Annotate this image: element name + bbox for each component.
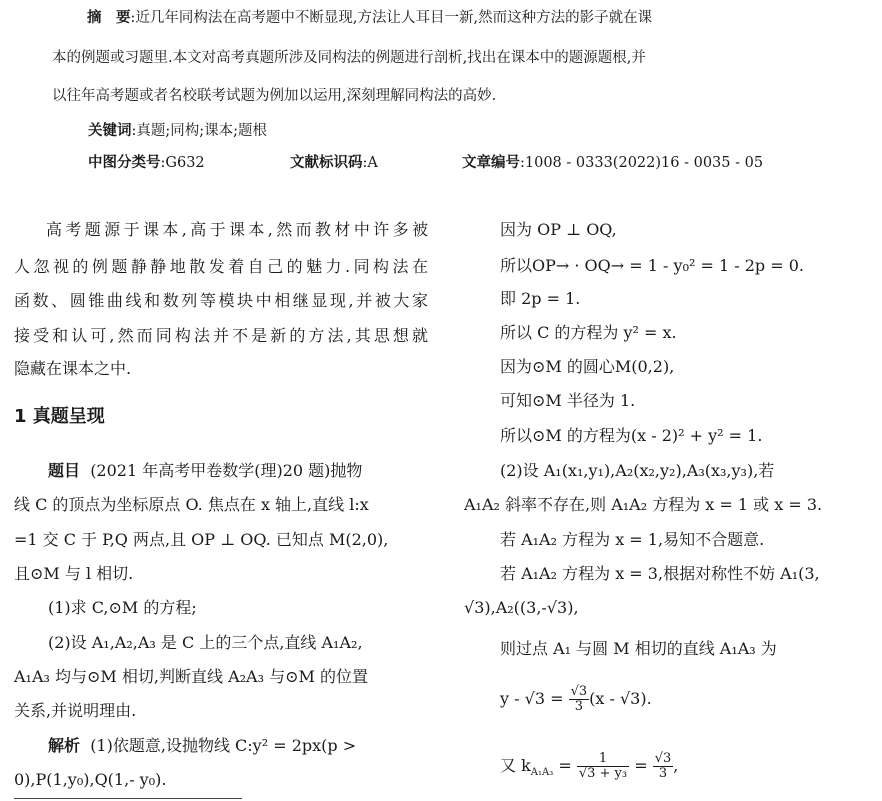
- problem-line-6: (2)设 A₁,A₂,A₃ 是 C 上的三个点,直线 A₁A₂,: [48, 633, 363, 652]
- problem-line-2: 线 C 的顶点为坐标原点 O. 焦点在 x 轴上,直线 l:x: [14, 495, 369, 514]
- solution-label: 解析: [48, 736, 81, 755]
- problem-line-7: A₁A₃ 均与⊙M 相切,判断直线 A₂A₃ 与⊙M 的位置: [14, 667, 368, 686]
- eq1-fraction: [569, 685, 590, 714]
- clc-label: 中图分类号: [88, 155, 161, 171]
- eq1-lhs: y - √3 =: [500, 689, 569, 708]
- intro-line-3: 函数、圆锥曲线和数列等模块中相继显现,并被大家: [14, 291, 428, 310]
- eq2-numerator-2: √3: [654, 751, 672, 766]
- keywords-text: :真题;同构;课本;题根: [131, 123, 268, 139]
- eq1-numerator: √3: [570, 684, 588, 699]
- keywords-line: [88, 121, 842, 142]
- equation-2: [500, 752, 678, 783]
- doc-value: :A: [362, 155, 378, 171]
- article-value: :1008 - 0333(2022)16 - 0035 - 05: [520, 155, 764, 171]
- right-line-10: 若 A₁A₂ 方程为 x = 1,易知不合题意.: [500, 530, 765, 549]
- right-line-6: 可知⊙M 半径为 1.: [500, 391, 636, 410]
- right-line-9: A₁A₂ 斜率不存在,则 A₁A₂ 方程为 x = 1 或 x = 3.: [464, 495, 823, 514]
- doc-label: 文献标识码: [290, 155, 363, 171]
- eq2-denominator-1: √3 + y₃: [578, 766, 628, 781]
- right-line-4: 所以 C 的方程为 y² = x.: [500, 323, 677, 342]
- abstract-text-3: 以往年高考题或者名校联考试题为例加以运用,深刻理解同构法的高妙.: [52, 88, 497, 104]
- intro-line-2: 人忽视的例题静静地散发着自己的魅力.同构法在: [14, 257, 428, 276]
- abstract-text-1: :近几年同构法在高考题中不断显现,方法让人耳目一新,然而这种方法的影子就在课: [130, 10, 653, 26]
- right-line-3: 即 2p = 1.: [500, 289, 581, 308]
- intro-line-5: 隐藏在课本之中.: [14, 359, 132, 378]
- problem-line-8: 关系,并说明理由.: [14, 701, 137, 720]
- problem-line-1: [48, 461, 362, 481]
- section-heading: 1 真题呈现: [14, 406, 105, 427]
- abstract-label: 摘 要: [87, 10, 131, 26]
- eq1-denominator: 3: [574, 699, 583, 714]
- solution-line-2: 0),P(1,y₀),Q(1,- y₀).: [14, 770, 167, 789]
- abstract-line-1: [87, 8, 842, 29]
- eq2-fraction-1: [577, 752, 629, 781]
- problem-label: 题目: [48, 461, 81, 480]
- solution-line-1: [48, 736, 356, 756]
- solution-text-1: (1)依题意,设抛物线 C:y² = 2px(p >: [90, 736, 357, 755]
- eq2-equals-2: =: [629, 756, 653, 775]
- eq1-rhs: (x - √3).: [589, 689, 652, 708]
- eq2-fraction-2: [653, 752, 674, 781]
- right-line-2: 所以OP→ · OQ→ = 1 - y₀² = 1 - 2p = 0.: [500, 256, 804, 275]
- right-line-12: √3),A₂((3,-√3),: [464, 598, 579, 617]
- eq2-tail: ,: [673, 756, 679, 775]
- eq2-equals-1: =: [553, 756, 577, 775]
- abstract-line-2: [52, 48, 842, 69]
- article-number-line: [462, 153, 842, 174]
- right-line-13: 则过点 A₁ 与圆 M 相切的直线 A₁A₃ 为: [500, 639, 777, 658]
- right-line-7: 所以⊙M 的方程为(x - 2)² + y² = 1.: [500, 426, 763, 445]
- article-label: 文章编号: [462, 155, 520, 171]
- problem-text-1: (2021 年高考甲卷数学(理)20 题)抛物: [90, 461, 363, 480]
- right-line-8: (2)设 A₁(x₁,y₁),A₂(x₂,y₂),A₃(x₃,y₃),若: [500, 461, 775, 480]
- problem-line-3: =1 交 C 于 P,Q 两点,且 OP ⊥ OQ. 已知点 M(2,0),: [14, 530, 389, 549]
- eq2-subscript: A₁A₃: [530, 767, 554, 779]
- eq2-numerator-1: 1: [577, 752, 629, 767]
- abstract-text-2: 本的例题或习题里.本文对高考真题所涉及同构法的例题进行剖析,找出在课本中的题源题根,并: [52, 50, 646, 66]
- equation-1: [500, 685, 652, 714]
- eq2-denominator-2: 3: [658, 766, 668, 781]
- right-line-11: 若 A₁A₂ 方程为 x = 3,根据对称性不妨 A₁(3,: [500, 564, 820, 583]
- right-line-5: 因为⊙M 的圆心M(0,2),: [500, 357, 675, 376]
- right-line-1: 因为 OP ⊥ OQ,: [500, 220, 617, 239]
- keywords-label: 关键词: [88, 123, 132, 139]
- clc-value: :G632: [160, 155, 205, 171]
- eq2-prefix: 又 k: [500, 756, 531, 775]
- problem-line-5: (1)求 C,⊙M 的方程;: [48, 598, 197, 617]
- problem-line-4: 且⊙M 与 l 相切.: [14, 564, 134, 583]
- footnote-rule: [14, 798, 242, 799]
- intro-line-1: 高考题源于课本,高于课本,然而教材中许多被: [46, 220, 428, 239]
- intro-line-4: 接受和认可,然而同构法并不是新的方法,其思想就: [14, 326, 428, 345]
- abstract-line-3: [52, 86, 842, 107]
